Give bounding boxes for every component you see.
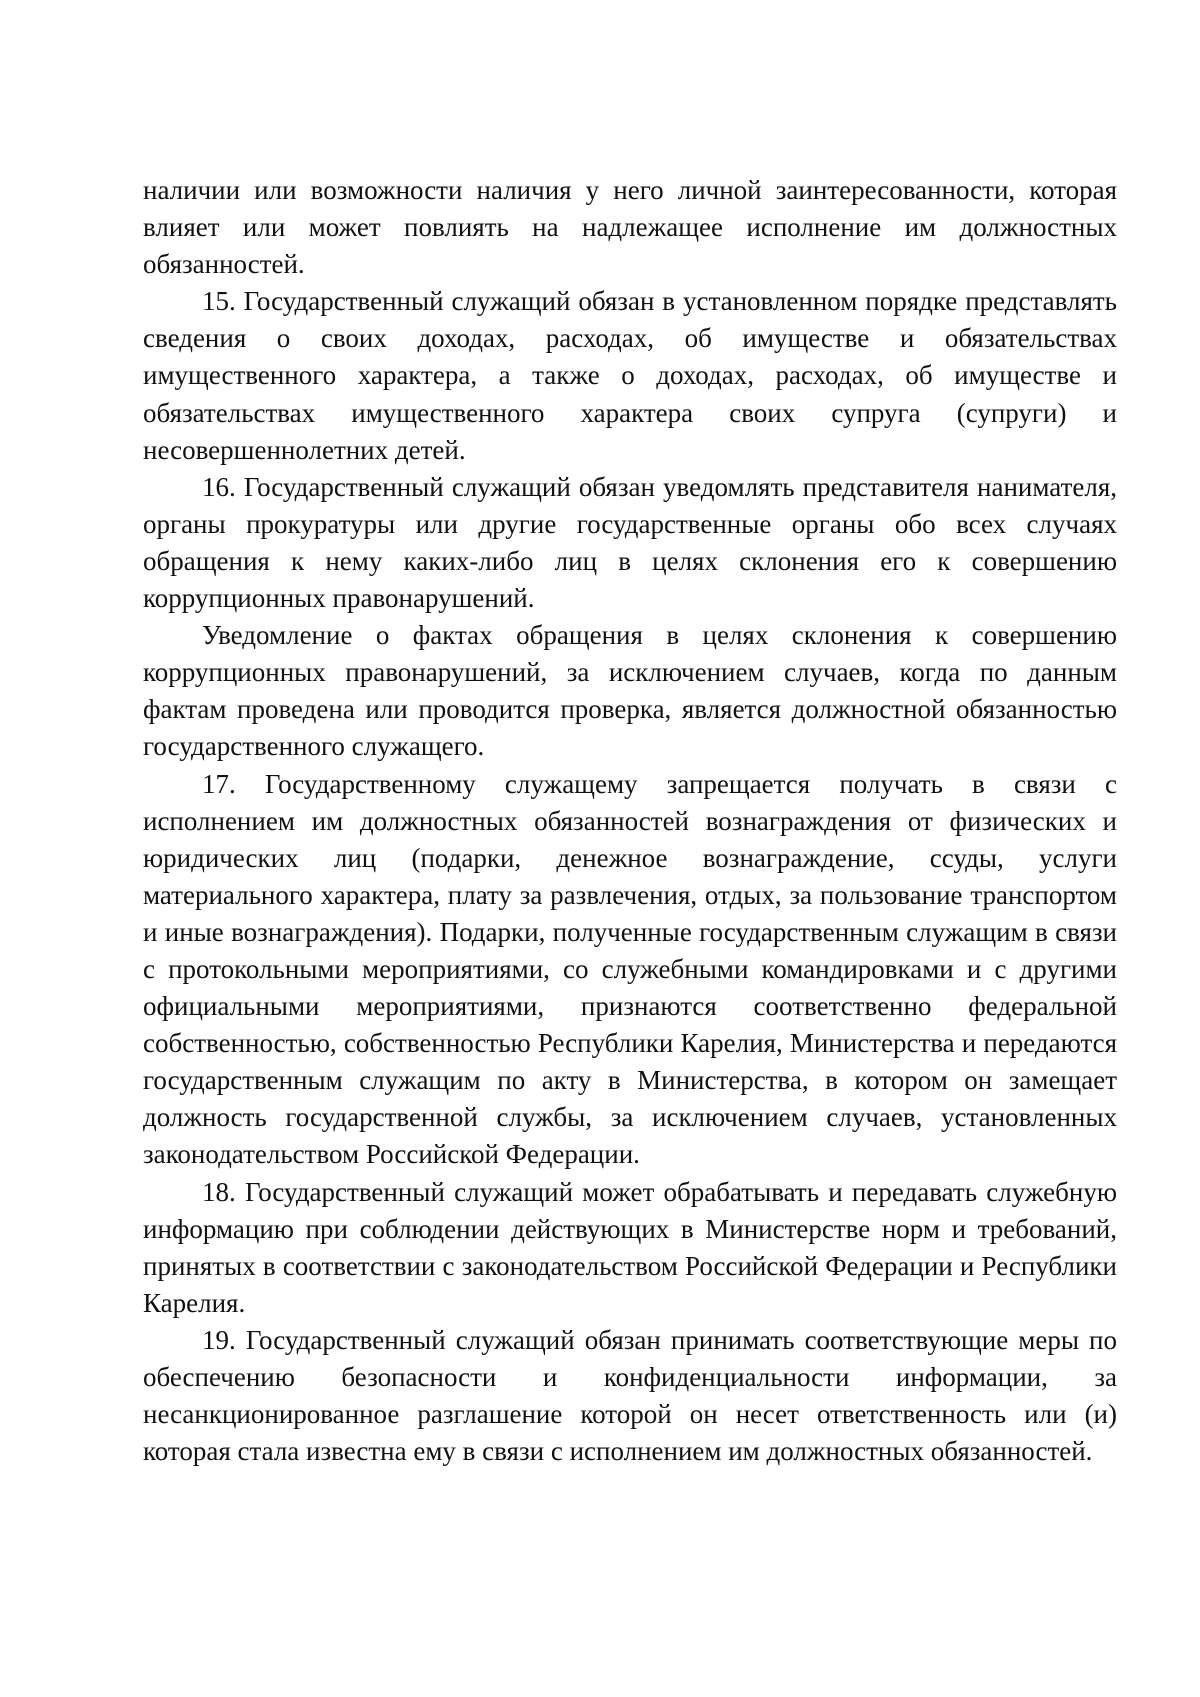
paragraph-15: 15. Государственный служащий обязан в установленном порядке представлять сведения о своих доходах, расходах, об имуществе и обязательствах имущественного характера, а также о доходах, расходах, об имуществе и обязательствах имущественного характера своих супруга (супруги) и несовершеннолетних детей. (143, 286, 1117, 465)
paragraph-continuation: наличии или возможности наличия у него личной заинтересованности, которая влияет или может повлиять на надлежащее исполнение им должностных обязанностей. (143, 175, 1117, 280)
paragraph-19: 19. Государственный служащий обязан принимать соответствующие меры по обеспечению безопасности и конфиденциальности информации, за несанкционированное разглашение которой он несет ответственность или (и) которая стала известна ему в связи с исполнением им должностных обязанностей. (143, 1324, 1117, 1467)
paragraph-16: 16. Государственный служащий обязан уведомлять представителя нанимателя, органы прокуратуры или другие государственные органы обо всех случаях обращения к нему каких-либо лиц в целях склонения его к совершению коррупционных правонарушений. (143, 471, 1117, 614)
paragraph-16-notice: Уведомление о фактах обращения в целях склонения к совершению коррупционных правонарушений, за исключением случаев, когда по данным фактам проведена или проводится проверка, является должностной обязанностью государственного служащего. (143, 620, 1117, 762)
document-body (143, 172, 1117, 1470)
paragraph-18: 18. Государственный служащий может обрабатывать и передавать служебную информацию при соблюдении действующих в Министерстве норм и требований, принятых в соответствии с законодательством Российской Федерации и Республики Карелия. (143, 1176, 1117, 1318)
paragraph-17: 17. Государственному служащему запрещается получать в связи с исполнением им должностных обязанностей вознаграждения от физических и юридических лиц (подарки, денежное вознаграждение, ссуды, услуги материального характера, плату за развлечения, отдых, за пользование транспортом и иные вознаграждения). Подарки, полученные государственным служащим в связи с протокольными мероприятиями, со служебными командировками и с другими официальными мероприятиями, признаются соответственно федеральной собственностью, собственностью Республики Карелия, Министерства и передаются государственным служащим по акту в Министерства, в котором он замещает должность государственной службы, за исключением случаев, установленных законодательством Российской Федерации. (143, 768, 1117, 1170)
